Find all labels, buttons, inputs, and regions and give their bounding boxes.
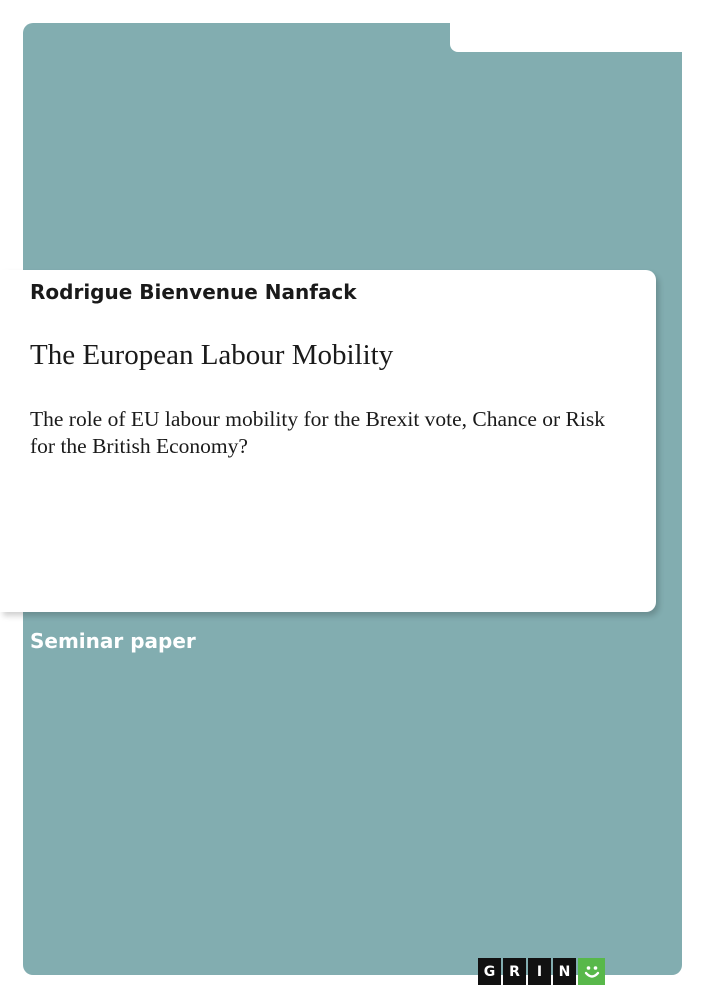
- cover-tab-notch: [450, 0, 707, 52]
- book-title: The European Labour Mobility: [30, 339, 394, 371]
- author-name: Rodrigue Bienvenue Nanfack: [30, 280, 357, 304]
- smiley-icon: [578, 958, 605, 985]
- book-subtitle: The role of EU labour mobility for the Brexit vote, Chance or Risk for the British Economy?: [30, 407, 605, 458]
- grin-logo: [478, 958, 605, 985]
- logo-letter-i: I: [528, 958, 551, 985]
- logo-letter-g: G: [478, 958, 501, 985]
- logo-letter-n: N: [553, 958, 576, 985]
- logo-letter-r: R: [503, 958, 526, 985]
- document-type: Seminar paper: [30, 629, 196, 653]
